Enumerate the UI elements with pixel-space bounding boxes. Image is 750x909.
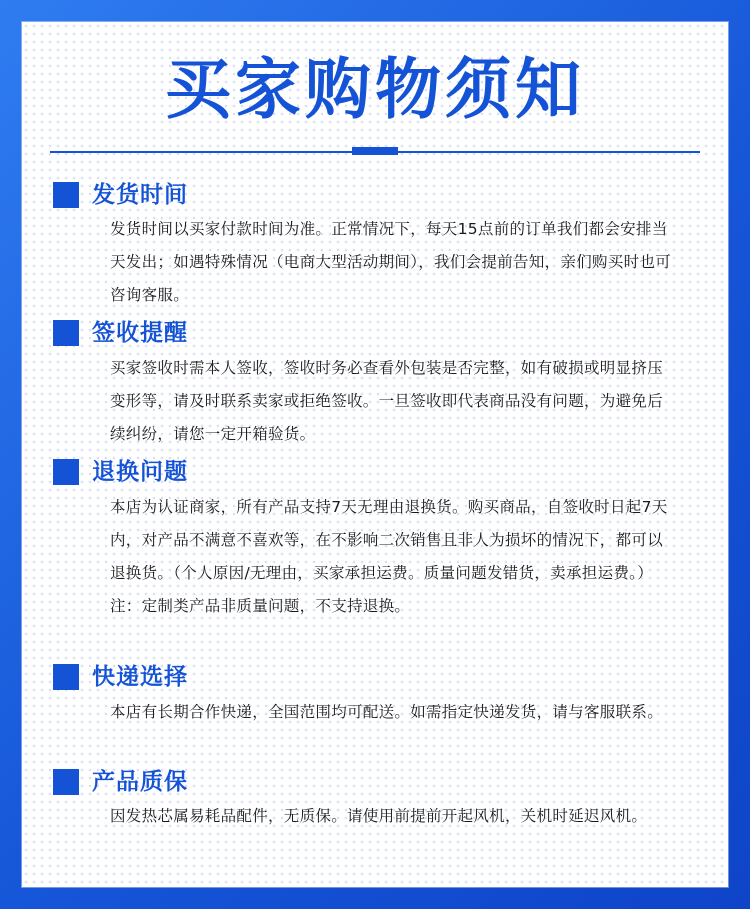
square-bullet-icon [53, 769, 79, 795]
section-paragraph: 因发热芯属易耗品配件，无质保。请使用前提前开起风机，关机时延迟风机。 [110, 807, 648, 825]
section-paragraph: 买家签收时需本人签收，签收时务必查看外包装是否完整，如有破损或明显挤压变形等，请及时联系卖家或拒绝签收。一旦签收即代表商品没有问题，为避免后续纠纷，请您一定开箱验货。 [110, 359, 664, 443]
section-body [110, 213, 675, 312]
section-signing-reminder [53, 318, 188, 348]
section-title: 退换问题 [92, 459, 188, 485]
section-body [110, 491, 675, 623]
section-body [110, 352, 675, 451]
section-title: 签收提醒 [92, 320, 188, 346]
section-paragraph: 本店有长期合作快递，全国范围均可配送。如需指定快递发货，请与客服联系。 [110, 703, 664, 721]
section-returns [53, 457, 188, 487]
section-body [110, 696, 675, 729]
section-body [110, 800, 675, 833]
page-title: 买家购物须知 [165, 51, 585, 128]
section-title: 产品质保 [92, 769, 188, 795]
title-divider-tab [352, 147, 398, 155]
section-note: 注：定制类产品非质量问题，不支持退换。 [110, 597, 411, 615]
section-shipping-time [53, 180, 188, 210]
square-bullet-icon [53, 459, 79, 485]
section-warranty [53, 767, 188, 797]
square-bullet-icon [53, 182, 79, 208]
square-bullet-icon [53, 664, 79, 690]
section-paragraph: 发货时间以买家付款时间为准。正常情况下，每天15点前的订单我们都会安排当天发出；如遇特殊情况（电商大型活动期间），我们会提前告知，亲们购买时也可咨询客服。 [110, 220, 672, 304]
square-bullet-icon [53, 320, 79, 346]
section-paragraph: 本店为认证商家，所有产品支持7天无理由退换货。购买商品，自签收时日起7天内，对产品不满意不喜欢等，在不影响二次销售且非人为损坏的情况下，都可以退换货。（个人原因/无理由，买家承担运费。质量问题发错货，卖承担运费。） [110, 498, 668, 582]
section-courier-choice [53, 662, 188, 692]
section-title: 快递选择 [92, 664, 188, 690]
section-title: 发货时间 [92, 182, 188, 208]
